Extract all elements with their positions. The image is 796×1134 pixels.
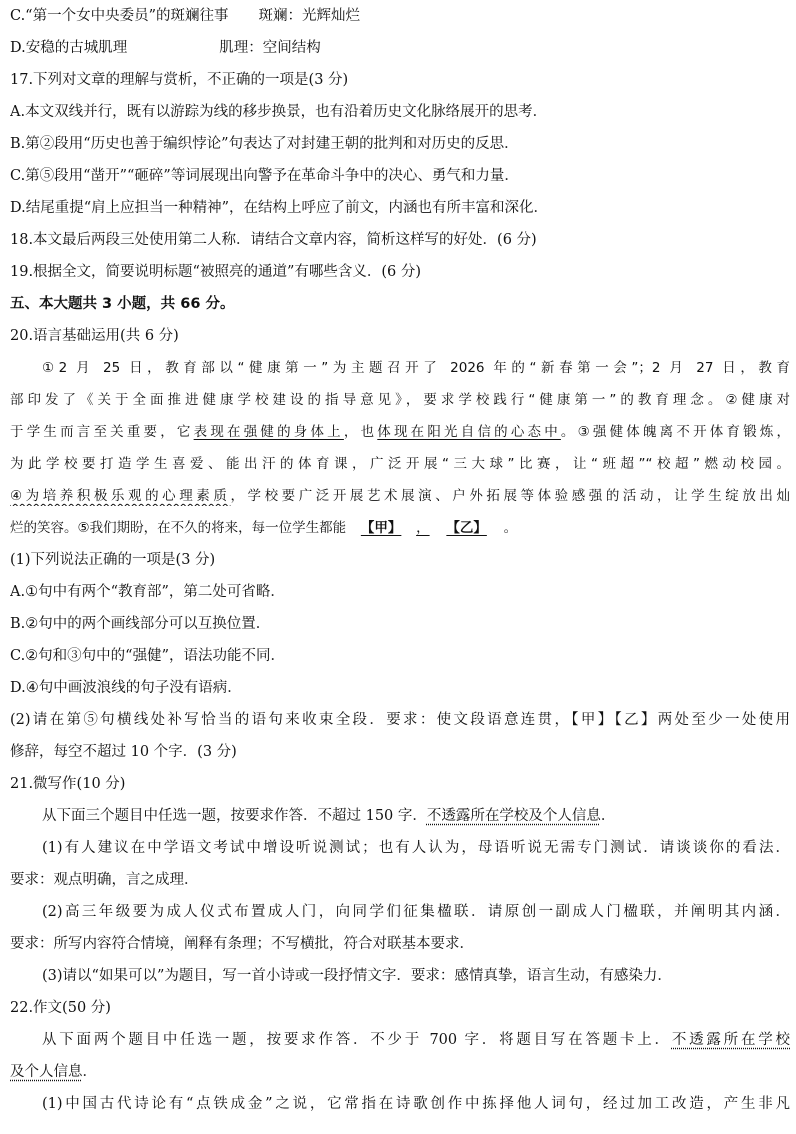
q18: 18.本文最后两段三处使用第二人称．请结合文章内容，简析这样写的好处．(6 分) xyxy=(10,232,537,248)
underlined-phrase-1: 表现在强健的身体上 xyxy=(193,424,344,440)
q21-prompt-2-line-2: 要求：所写内容符合情境，阐释有条理；不写横批，符合对联基本要求． xyxy=(10,936,474,952)
q21-prompt-1-line-1: (1)有人建议在中学语文考试中增设听说测试；也有人认为，母语听说无需专门测试．请谈谈你的看法． xyxy=(42,840,790,856)
q16-option-d: D.安稳的古城肌理 肌理：空间结构 xyxy=(10,40,321,56)
q17-stem: 17.下列对文章的理解与赏析，不正确的一项是(3 分) xyxy=(10,72,349,88)
q21-stem: 21.微写作(10 分) xyxy=(10,776,126,792)
section-five-heading: 五、本大题共 3 小题，共 66 分。 xyxy=(10,296,235,312)
q16-option-c: C.“第一个女中央委员”的斑斓往事 斑斓：光辉灿烂 xyxy=(10,8,361,24)
emphasis-dotted: 不透露所在学校 xyxy=(671,1032,790,1048)
emphasis-dotted: 不透露所在学校及个人信息 xyxy=(426,808,601,824)
q20-passage-line-5: ④为培养积极乐观的心理素质，学校要广泛开展艺术展演、户外拓展等体验感强的活动，让学生绽放出灿 xyxy=(10,488,790,504)
q20-sub1-option-d: D.④句中画波浪线的句子没有语病． xyxy=(10,680,242,696)
q21-intro: 从下面三个题目中任选一题，按要求作答．不超过 150 字．不透露所在学校及个人信息． xyxy=(42,808,616,824)
q20-sub1-stem: (1)下列说法正确的一项是(3 分) xyxy=(10,552,216,568)
q17-option-c: C.第⑤段用“凿开”“砸碎”等词展现出向警予在革命斗争中的决心、勇气和力量． xyxy=(10,168,519,184)
q20-sub1-option-b: B.②句中的两个画线部分可以互换位置． xyxy=(10,616,271,632)
q20-sub1-option-a: A.①句中有两个“教育部”，第二处可省略． xyxy=(10,584,285,600)
q21-prompt-1-line-2: 要求：观点明确，言之成理． xyxy=(10,872,199,888)
q20-passage-line-4: 为此学校要打造学生喜爱、能出汗的体育课，广泛开展“三大球”比赛，让“班超”“校超”燃动校园。 xyxy=(10,456,790,472)
q17-option-a: A.本文双线并行，既有以游踪为线的移步换景，也有沿着历史文化脉络展开的思考． xyxy=(10,104,548,120)
emphasis-dotted: 及个人信息 xyxy=(10,1064,83,1080)
q22-intro-line-1: 从下面两个题目中任选一题，按要求作答．不少于 700 字．将题目写在答题卡上．不透露所在学校 xyxy=(42,1032,790,1048)
q20-passage-line-3: 于学生而言至关重要，它表现在强健的身体上，也体现在阳光自信的心态中。③强健体魄离不开体育锻炼， xyxy=(10,424,790,440)
q20-sub1-option-c: C.②句和③句中的“强健”，语法功能不同． xyxy=(10,648,286,664)
blank-yi: 【乙】 xyxy=(446,520,487,536)
q20-sub2-line-2: 修辞，每空不超过 10 个字．(3 分) xyxy=(10,744,237,760)
q17-option-d: D.结尾重提“肩上应担当一种精神”，在结构上呼应了前文，内涵也有所丰富和深化． xyxy=(10,200,549,216)
underlined-phrase-2: 体现在阳光自信的心态中 xyxy=(377,424,561,440)
q21-prompt-3: (3)请以“如果可以”为题目，写一首小诗或一段抒情文字．要求：感情真挚，语言生动，有感染力． xyxy=(42,968,672,984)
blank-jia: 【甲】 xyxy=(360,520,402,536)
q22-stem: 22.作文(50 分) xyxy=(10,1000,111,1016)
q20-passage-line-6: 烂的笑容。⑤我们期盼，在不久的将来，每一位学生都能 【甲】 ， 【乙】 。 xyxy=(10,520,518,536)
q19: 19.根据全文，简要说明标题“被照亮的通道”有哪些含义．(6 分) xyxy=(10,264,422,280)
wavy-underlined-sentence: ④为培养积极乐观的心理素质 xyxy=(10,488,231,504)
q20-passage-line-1: ①2 月 25 日，教育部以“健康第一”为主题召开了 2026 年的“新春第一会”；2 月 27 日，教育 xyxy=(42,360,790,376)
q22-prompt-1-line-1: (1)中国古代诗论有“点铁成金”之说，它常指在诗歌创作中拣择他人词句，经过加工改造，产生非凡 xyxy=(42,1096,790,1112)
q22-intro-line-2: 及个人信息． xyxy=(10,1064,97,1080)
q20-passage-line-2: 部印发了《关于全面推进健康学校建设的指导意见》，要求学校践行“健康第一”的教育理念。②健康对 xyxy=(10,392,790,408)
q17-option-b: B.第②段用“历史也善于编织悖论”句表达了对封建王朝的批判和对历史的反思． xyxy=(10,136,519,152)
q20-sub2-line-1: (2)请在第⑤句横线处补写恰当的语句来收束全段．要求：使文段语意连贯，【甲】【乙】两处至少一处使用 xyxy=(10,712,790,728)
q21-prompt-2-line-1: (2)高三年级要为成人仪式布置成人门，向同学们征集楹联．请原创一副成人门楹联，并阐明其内涵． xyxy=(42,904,790,920)
q20-stem: 20.语言基础运用(共 6 分) xyxy=(10,328,179,344)
